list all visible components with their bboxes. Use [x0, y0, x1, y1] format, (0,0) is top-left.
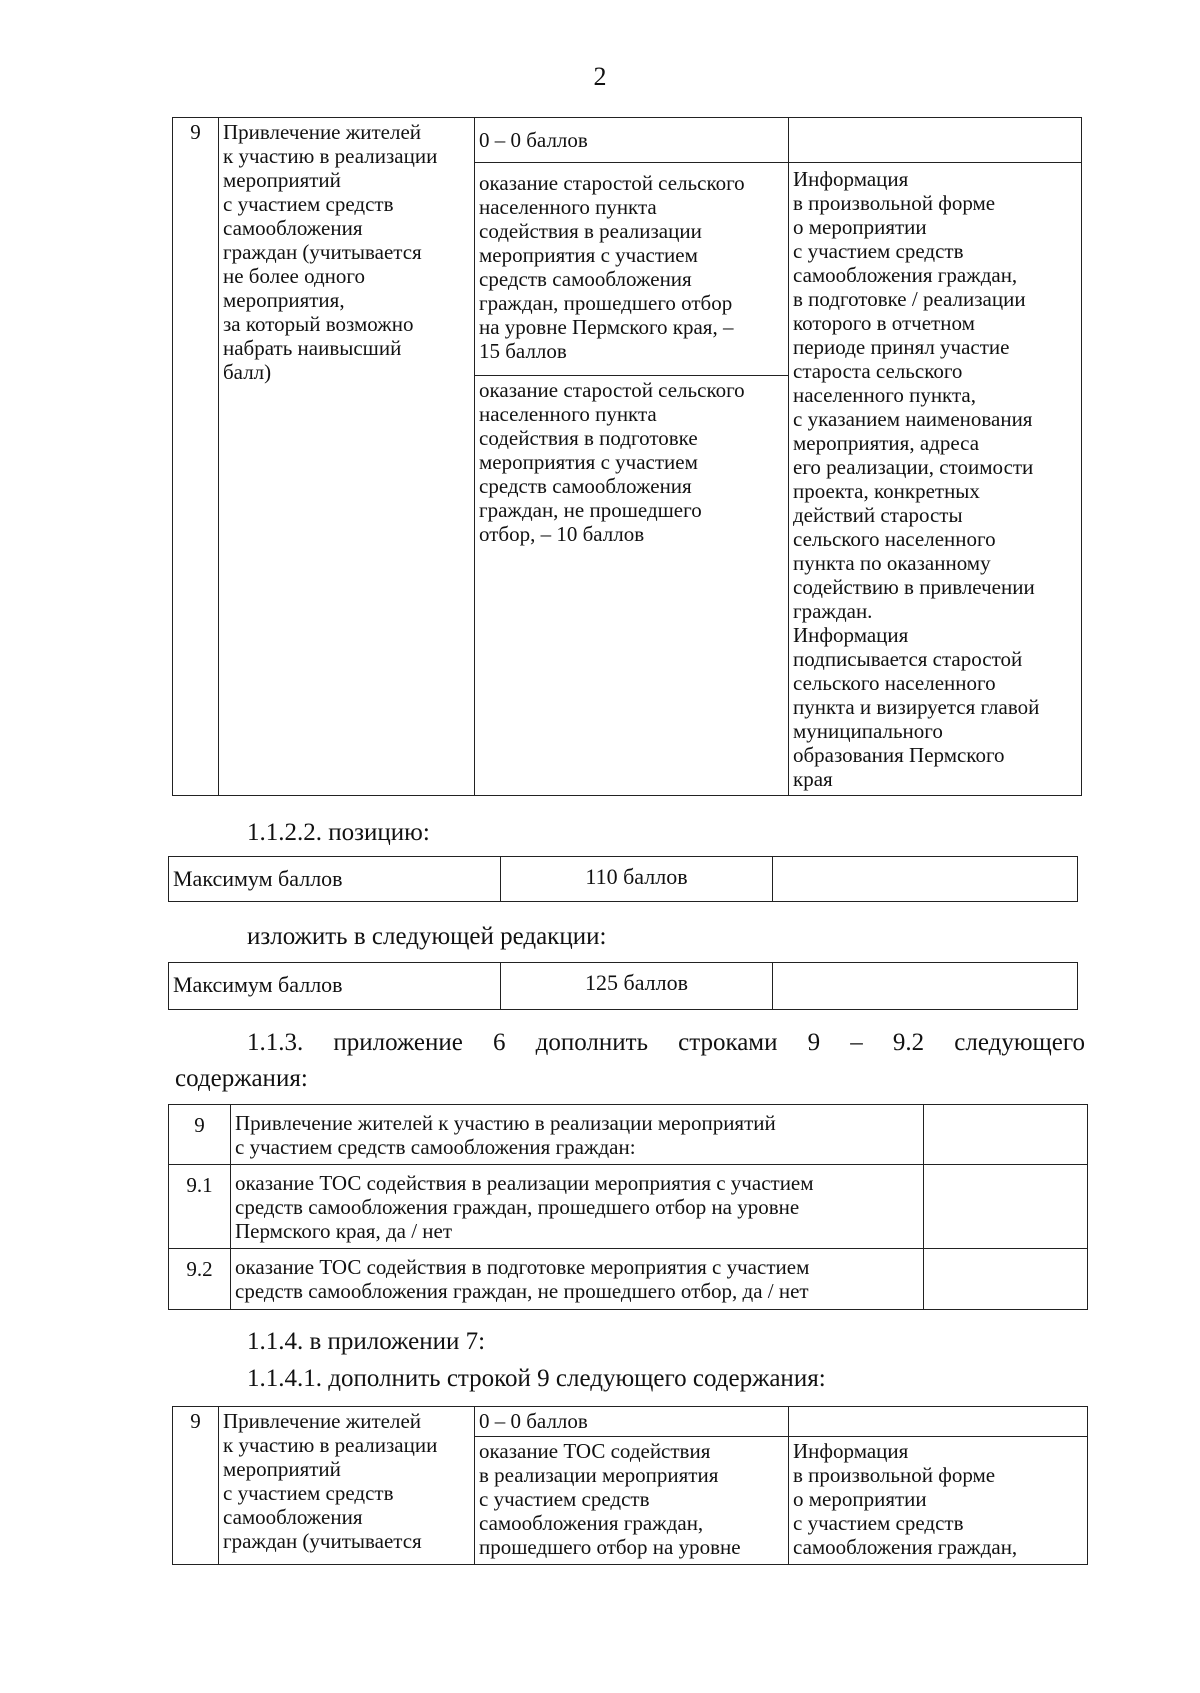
criteria-table-9-elder: [172, 117, 1082, 796]
section-1-1-2-2: 1.1.2.2. позицию:: [247, 819, 430, 846]
row-number: 9: [173, 1407, 219, 1565]
score-10-cell: оказание старостой сельского населенного пункта содействия в подготовке мероприятия с участием средств самообложения граждан, не прошедшего отбор, – 10 баллов: [475, 376, 789, 796]
empty-cell: [773, 857, 1078, 902]
row-text: оказание ТОС содействия в реализации мероприятия с участием средств самообложения граждан, прошедшего отбор на уровне Пермского края, да / нет: [231, 1165, 924, 1249]
max-label: Максимум баллов: [169, 857, 501, 902]
info-cell: Информация в произвольной форме о мероприятии с участием средств самообложения граждан,: [789, 1437, 1088, 1565]
row-number: 9.1: [169, 1165, 231, 1249]
empty-cell: [789, 118, 1082, 163]
empty-cell: [789, 1407, 1088, 1437]
appendix-6-rows-table: [168, 1104, 1088, 1310]
row-text: Привлечение жителей к участию в реализации мероприятий с участием средств самообложения граждан:: [231, 1105, 924, 1165]
max-value: 125 баллов: [501, 963, 773, 1010]
empty-cell: [773, 963, 1078, 1010]
empty-cell: [924, 1105, 1088, 1165]
section-1-1-4: 1.1.4. в приложении 7:: [247, 1328, 486, 1355]
empty-cell: [924, 1165, 1088, 1249]
criterion-cell: Привлечение жителей к участию в реализации мероприятий с участием средств самообложения граждан (учитывается: [219, 1407, 475, 1565]
section-1-1-4-1: 1.1.4.1. дополнить строкой 9 следующего содержания:: [247, 1365, 826, 1392]
criteria-table-9-tos: [172, 1406, 1088, 1565]
section-1-1-3-line1: 1.1.3. приложение 6 дополнить строками 9 – 9.2 следующего: [247, 1029, 1085, 1056]
score-zero-cell: 0 – 0 баллов: [475, 118, 789, 163]
row-text: оказание ТОС содействия в подготовке мероприятия с участием средств самообложения граждан, не прошедшего отбор, да / нет: [231, 1249, 924, 1310]
section-1-1-3-line2: содержания:: [175, 1065, 308, 1092]
restate-text: изложить в следующей редакции:: [247, 923, 607, 950]
info-cell: Информация в произвольной форме о мероприятии с участием средств самообложения граждан, в подготовке / реализации которого в отчетном периоде принял участие староста сельского населенного пункта, с указанием наименования мероприятия, адреса его реализации, стоимости проекта, конкретных действий старосты сельского населенного пункта по оказанному содействию в привлечении граждан. Информация подписывается старостой сельского населенного пункта и визируется главой муниципального образования Пермского края: [789, 163, 1082, 796]
criterion-cell: Привлечение жителей к участию в реализации мероприятий с участием средств самообложения граждан (учитывается не более одного мероприятия, за который возможно набрать наивысший балл): [219, 118, 475, 796]
score-zero-cell: 0 – 0 баллов: [475, 1407, 789, 1437]
score-15-cell: оказание старостой сельского населенного пункта содействия в реализации мероприятия с участием средств самообложения граждан, прошедшего отбор на уровне Пермского края, – 15 баллов: [475, 163, 789, 376]
max-score-old-table: [168, 856, 1078, 902]
row-number: 9: [173, 118, 219, 796]
max-value: 110 баллов: [501, 857, 773, 902]
row-number: 9: [169, 1105, 231, 1165]
page-number: 2: [593, 62, 607, 91]
max-label: Максимум баллов: [169, 963, 501, 1010]
empty-cell: [924, 1249, 1088, 1310]
row-number: 9.2: [169, 1249, 231, 1310]
score-cell: оказание ТОС содействия в реализации мероприятия с участием средств самообложения граждан, прошедшего отбор на уровне: [475, 1437, 789, 1565]
max-score-new-table: [168, 962, 1078, 1010]
